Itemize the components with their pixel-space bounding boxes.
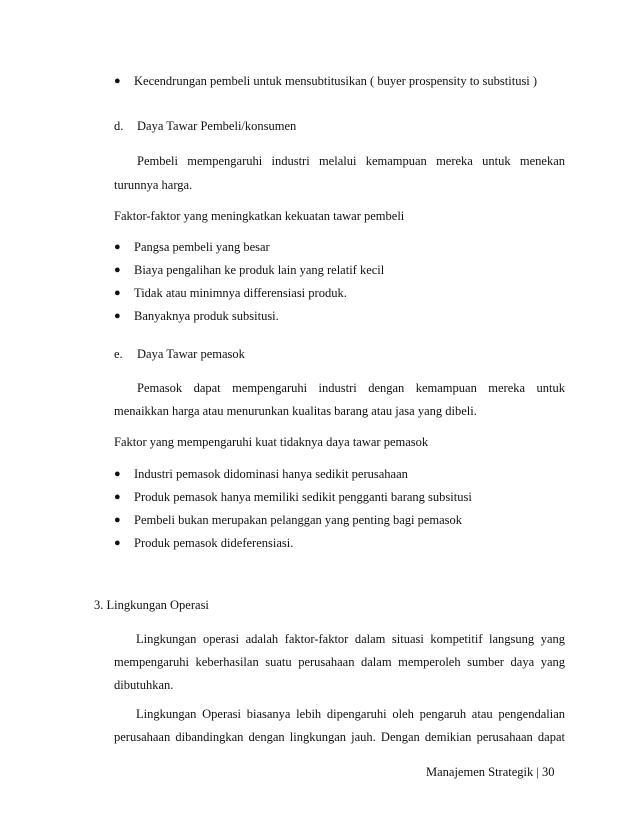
bullet-icon: ●: [114, 287, 121, 299]
list-item: Produk pemasok hanya memiliki sedikit pengganti barang subsitusi: [134, 490, 472, 504]
section-d-number: d.: [114, 119, 124, 133]
section-3-para2-line1: Lingkungan Operasi biasanya lebih dipengaruhi oleh pengaruh atau pengendalian: [136, 707, 565, 721]
section-3-para1-line1: Lingkungan operasi adalah faktor-faktor dalam situasi kompetitif langsung yang: [136, 632, 565, 646]
bullet-icon: ●: [114, 75, 121, 87]
bullet-icon: ●: [114, 264, 121, 276]
section-d-factors-intro: Faktor-faktor yang meningkatkan kekuatan tawar pembeli: [114, 209, 405, 223]
list-item: Pangsa pembeli yang besar: [134, 240, 270, 254]
section-e-heading: Daya Tawar pemasok: [137, 347, 245, 361]
section-e-para-line2: menaikkan harga atau menurunkan kualitas barang atau jasa yang dibeli.: [114, 404, 477, 418]
bullet-icon: ●: [114, 310, 121, 322]
section-e-factors-intro: Faktor yang mempengaruhi kuat tidaknya daya tawar pemasok: [114, 435, 429, 449]
section-e-number: e.: [114, 347, 123, 361]
section-d-heading: Daya Tawar Pembeli/konsumen: [137, 119, 297, 133]
bullet-icon: ●: [114, 537, 121, 549]
bullet-icon: ●: [114, 491, 121, 503]
list-item: Banyaknya produk subsitusi.: [134, 309, 279, 323]
bullet-icon: ●: [114, 514, 121, 526]
section-e-para-line1: Pemasok dapat mempengaruhi industri dengan kemampuan mereka untuk: [137, 381, 565, 395]
list-item: Produk pemasok dideferensiasi.: [134, 536, 294, 550]
section-3-para1-line3: dibutuhkan.: [114, 678, 174, 692]
section-3-heading: 3. Lingkungan Operasi: [94, 598, 209, 612]
list-item: Biaya pengalihan ke produk lain yang relatif kecil: [134, 263, 385, 277]
bullet-text: Kecendrungan pembeli untuk mensubtitusikan ( buyer prospensity to substitusi ): [134, 74, 538, 88]
section-3-para1-line2: mempengaruhi keberhasilan suatu perusahaan dalam memperoleh sumber daya yang: [114, 655, 565, 669]
list-item: Pembeli bukan merupakan pelanggan yang penting bagi pemasok: [134, 513, 463, 527]
section-d-para-line1: Pembeli mempengaruhi industri melalui kemampuan mereka untuk menekan: [137, 154, 565, 168]
bullet-icon: ●: [114, 468, 121, 480]
bullet-icon: ●: [114, 241, 121, 253]
list-item: Tidak atau minimnya differensiasi produk.: [134, 286, 347, 300]
section-d-para-line2: turunnya harga.: [114, 178, 193, 192]
section-3-para2-line2: perusahaan dibandingkan dengan lingkungan jauh. Dengan demikian perusahaan dapat: [114, 730, 565, 744]
page-footer: Manajemen Strategik | 30: [426, 765, 555, 779]
list-item: Industri pemasok didominasi hanya sedikit perusahaan: [134, 467, 408, 481]
